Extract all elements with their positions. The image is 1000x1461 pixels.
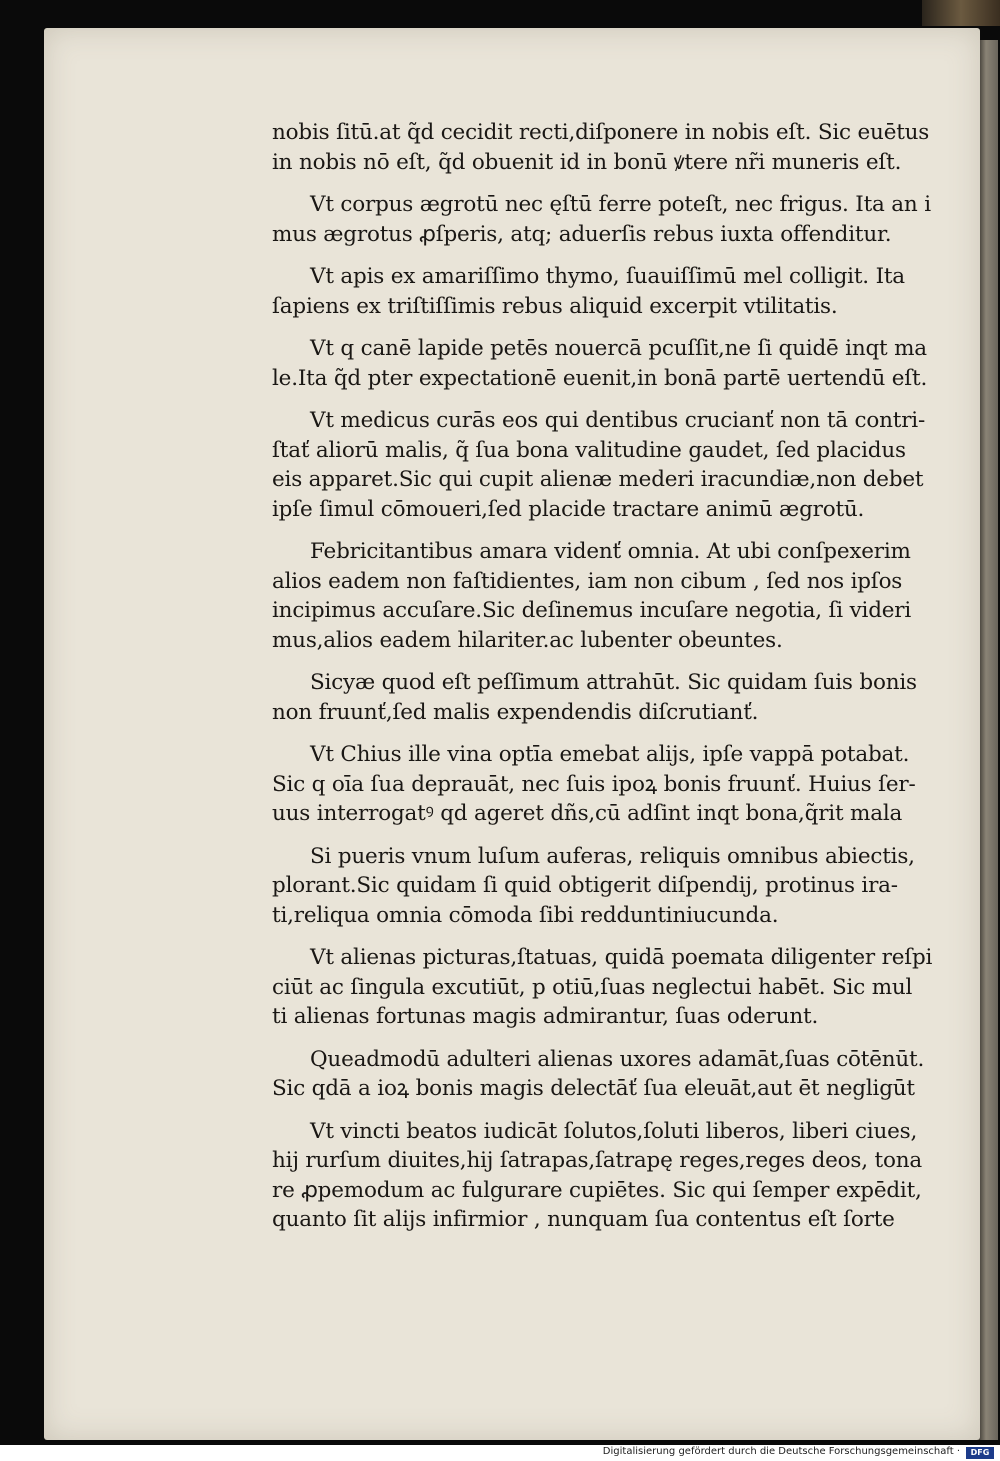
text-line: quanto ſit alijs infirmior , nunquam ſua contentus eſt ſorte bbox=[272, 1207, 895, 1232]
book-corner-decoration bbox=[922, 0, 1000, 26]
text-line: uus interrogatꝰ qd ageret dñs,cū adſint inqt bona,q̃rit mala bbox=[272, 801, 903, 826]
text-line: in nobis nō eſt, q̃d obuenit id in bonū ꝟtere nr̃i muneris eſt. bbox=[272, 149, 902, 175]
text-line: Sicyæ quod eſt peſſimum attrahūt. Sic quidam ſuis bonis bbox=[310, 670, 917, 695]
text-line: Queadmodū adulteri alienas uxores adamāt,ſuas cōtēnūt. bbox=[310, 1046, 925, 1072]
page-edge bbox=[978, 40, 998, 1440]
text-line: eis apparet.Sic qui cupit alienæ mederi iracundiæ,non debet bbox=[272, 467, 924, 492]
text-line: mus,alios eadem hilariter.ac lubenter obeuntes. bbox=[272, 627, 783, 653]
text-line: Sic q oīa ſua deprauāt, nec ſuis ipoꝝ bonis fruunť. Huius ſer- bbox=[272, 771, 916, 797]
paragraph bbox=[272, 943, 942, 1032]
paragraph bbox=[272, 668, 942, 727]
paragraph bbox=[272, 842, 942, 931]
dfg-logo: DFG bbox=[966, 1447, 994, 1459]
text-line: Vt alienas picturas,ſtatuas, quidā poemata diligenter reſpi bbox=[310, 945, 933, 970]
paragraph bbox=[272, 118, 942, 177]
paragraph bbox=[272, 262, 942, 321]
text-line: non fruunť,ſed malis expendendis diſcrutianť. bbox=[272, 699, 759, 725]
text-line: Sic qdā a ioꝝ bonis magis delectāť ſua eleuāt,aut ēt negligūt bbox=[272, 1076, 915, 1101]
text-line: Vt Chius ille vina optīa emebat alijs, ipſe vappā potabat. bbox=[310, 742, 910, 767]
text-line: plorant.Sic quidam ſi quid obtigerit diſpendij, protinus ira- bbox=[272, 873, 898, 898]
paragraph bbox=[272, 190, 942, 249]
text-line: Vt q canē lapide petēs nouercā pcuſſit,ne ſi quidē inqt ma bbox=[310, 336, 927, 361]
text-line: le.Ita q̃d pter expectationē euenit,in bonā partē uertendū eſt. bbox=[272, 365, 928, 391]
paragraph bbox=[272, 1117, 942, 1235]
text-line: Si pueris vnum luſum auferas, reliquis omnibus abiectis, bbox=[310, 843, 915, 869]
text-line: Vt corpus ægrotū nec ęſtū ferre poteſt, nec frigus. Ita an i bbox=[310, 192, 931, 217]
text-line: Vt vincti beatos iudicāt ſolutos,ſoluti liberos, liberi ciues, bbox=[310, 1118, 918, 1144]
paragraph bbox=[272, 1045, 942, 1104]
text-line: nobis ſitū.at q̃d cecidit recti,diſponere in nobis eſt. Sic euētus bbox=[272, 120, 930, 145]
text-line: Febricitantibus amara videnť omnia. At ubi conſpexerim bbox=[310, 539, 911, 564]
footer-credit: Digitalisierung gefördert durch die Deutsche Forschungsgemeinschaft · bbox=[602, 1446, 960, 1457]
text-line: mus ægrotus ꝓſperis, atq; aduerſis rebus iuxta offenditur. bbox=[272, 221, 892, 247]
paragraph bbox=[272, 537, 942, 655]
page-text bbox=[272, 118, 942, 1248]
text-line: incipimus accuſare.Sic deſinemus incuſare negotia, ſi videri bbox=[272, 598, 912, 623]
paragraph bbox=[272, 334, 942, 393]
text-line: hij rurſum diuites,hij ſatrapas,ſatrapę reges,reges deos, tona bbox=[272, 1148, 922, 1173]
text-line: ſtať aliorū malis, q̃ ſua bona valitudine gaudet, ſed placidus bbox=[272, 437, 906, 463]
text-line: re ꝓpemodum ac fulgurare cupiētes. Sic qui ſemper expēdit, bbox=[272, 1177, 922, 1203]
text-line: ipſe ſimul cōmoueri,ſed placide tractare animū ægrotū. bbox=[272, 496, 865, 522]
paragraph bbox=[272, 740, 942, 829]
text-line: ti,reliqua omnia cōmoda ſibi redduntiniucunda. bbox=[272, 902, 779, 928]
text-line: Vt apis ex amariſſimo thymo, ſuauiſſimū mel colligit. Ita bbox=[310, 264, 905, 289]
text-line: alios eadem non faſtidientes, iam non cibum , ſed nos ipſos bbox=[272, 568, 903, 594]
text-line: ciūt ac ſingula excutiūt, p otiū,ſuas neglectui habēt. Sic mul bbox=[272, 974, 913, 1000]
paragraph bbox=[272, 406, 942, 524]
text-line: ti alienas fortunas magis admirantur, ſuas oderunt. bbox=[272, 1004, 819, 1029]
text-line: Vt medicus curās eos qui dentibus crucianť non tā contri- bbox=[310, 408, 926, 433]
text-line: ſapiens ex triſtiſſimis rebus aliquid excerpit vtilitatis. bbox=[272, 293, 838, 319]
